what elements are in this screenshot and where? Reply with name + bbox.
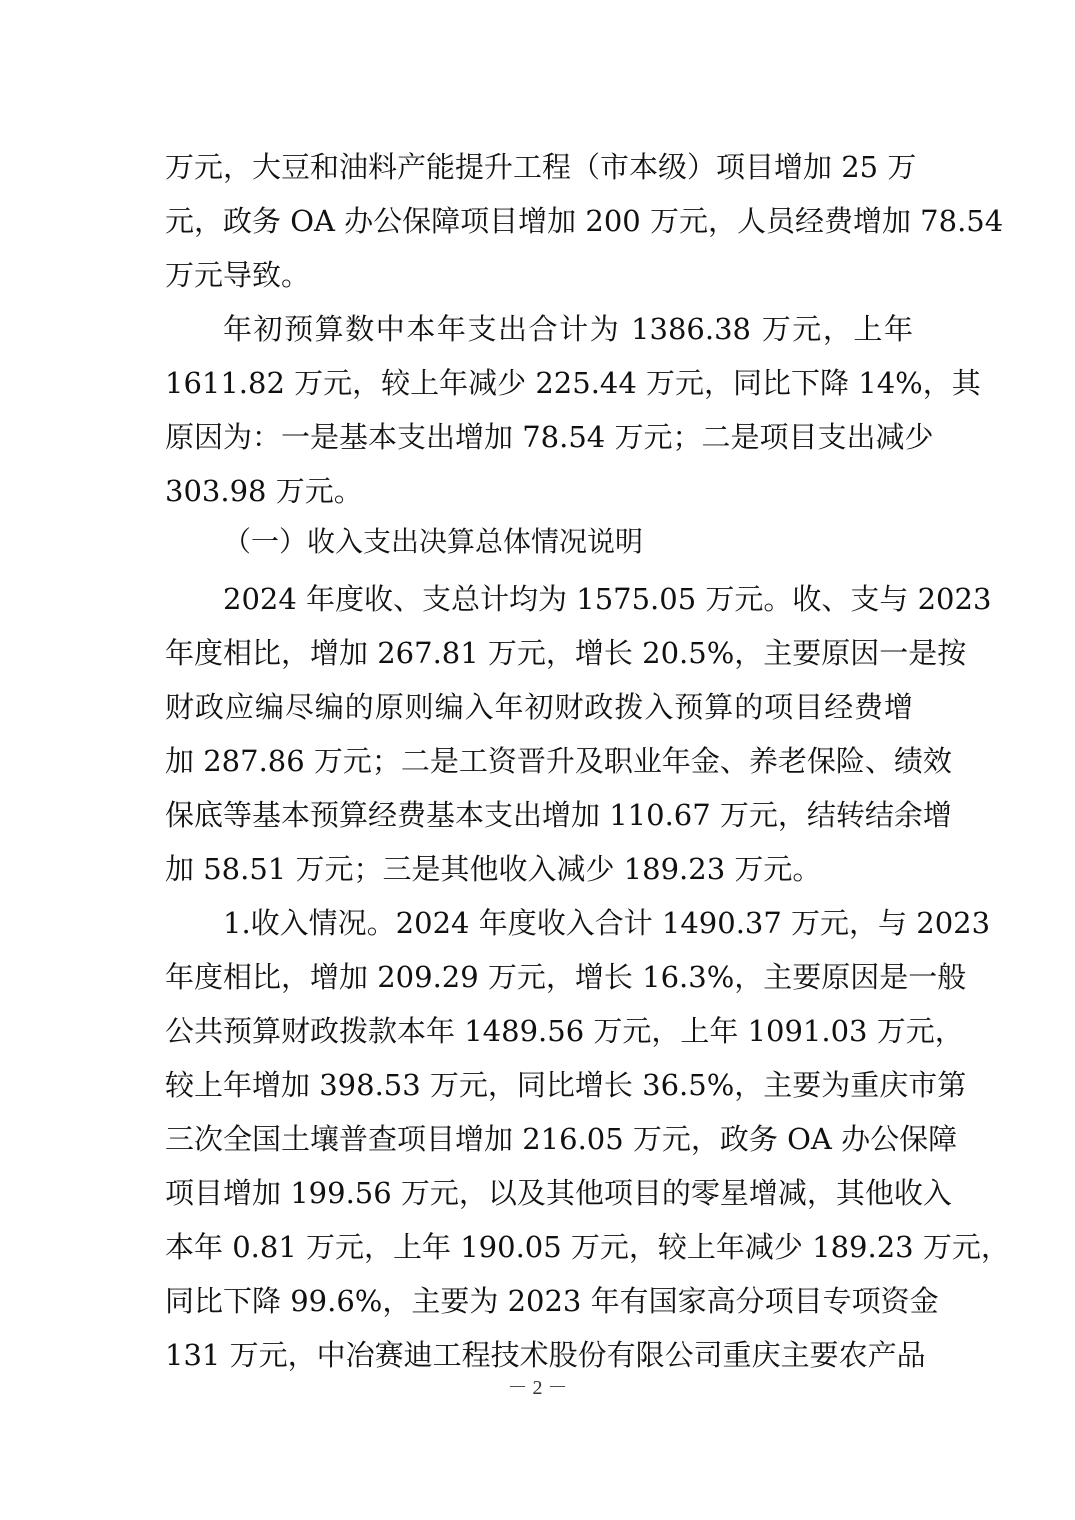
- body-text-line: 年初预算数中本年支出合计为 1386.38 万元，上年: [223, 312, 913, 346]
- body-text-line: 万元导致。: [165, 258, 311, 292]
- body-text-line: 年度相比，增加 209.29 万元，增长 16.3%，主要原因是一般: [165, 960, 967, 994]
- body-text-line: 303.98 万元。: [165, 474, 363, 508]
- body-text-line: 项目增加 199.56 万元，以及其他项目的零星增减，其他收入: [165, 1176, 952, 1210]
- body-text-line: 原因为：一是基本支出增加 78.54 万元；二是项目支出减少: [165, 420, 934, 454]
- body-text-line: 年度相比，增加 267.81 万元，增长 20.5%，主要原因一是按: [165, 636, 967, 670]
- body-text-line: 本年 0.81 万元，上年 190.05 万元，较上年减少 189.23 万元，: [165, 1230, 1010, 1264]
- body-text-line: 加 287.86 万元；二是工资晋升及职业年金、养老保险、绩效: [165, 744, 952, 778]
- body-text-line: 加 58.51 万元；三是其他收入减少 189.23 万元。: [165, 852, 822, 886]
- body-text-line: 财政应编尽编的原则编入年初财政拨入预算的项目经费增: [165, 690, 913, 724]
- body-text-line: 131 万元，中冶赛迪工程技术股份有限公司重庆主要农产品: [165, 1338, 926, 1372]
- body-text-line: 同比下降 99.6%，主要为 2023 年有国家高分项目专项资金: [165, 1284, 939, 1318]
- body-text-line: 万元，大豆和油料产能提升工程（市本级）项目增加 25 万: [165, 150, 917, 184]
- body-text-line: 较上年增加 398.53 万元，同比增长 36.5%，主要为重庆市第: [165, 1068, 967, 1102]
- page-number: － 2 －: [507, 1377, 568, 1399]
- body-text-line: 公共预算财政拨款本年 1489.56 万元，上年 1091.03 万元，: [165, 1014, 964, 1048]
- body-text-line: 三次全国土壤普查项目增加 216.05 万元，政务 OA 办公保障: [165, 1122, 958, 1156]
- body-text-line: 2024 年度收、支总计均为 1575.05 万元。收、支与 2023: [223, 582, 992, 616]
- body-text-line: 元，政务 OA 办公保障项目增加 200 万元，人员经费增加 78.54: [165, 204, 1004, 238]
- body-text-line: 保底等基本预算经费基本支出增加 110.67 万元，结转结余增: [165, 798, 952, 832]
- body-text-line: 1611.82 万元，较上年减少 225.44 万元，同比下降 14%，其: [165, 366, 981, 400]
- section-heading: （一）收入支出决算总体情况说明: [223, 525, 644, 558]
- body-text-line: 1.收入情况。2024 年度收入合计 1490.37 万元，与 2023: [223, 906, 991, 940]
